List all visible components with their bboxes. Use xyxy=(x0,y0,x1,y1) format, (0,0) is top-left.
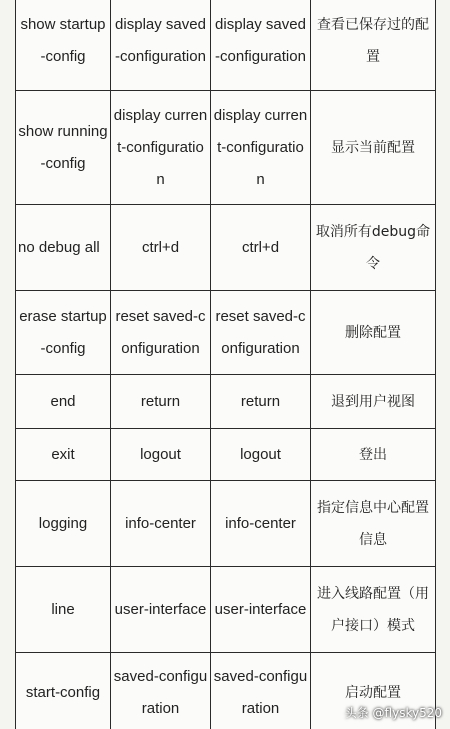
table-cell: 进入线路配置（用户接口）模式 xyxy=(311,567,436,653)
table-cell: logout xyxy=(211,429,311,481)
table-cell: display saved-configuration xyxy=(111,0,211,91)
table-cell: return xyxy=(111,375,211,429)
table-cell: logout xyxy=(111,429,211,481)
table-cell: exit xyxy=(16,429,111,481)
table-cell: line xyxy=(16,567,111,653)
table-row xyxy=(16,481,436,567)
table-cell: show startup-config xyxy=(16,0,111,91)
table-cell: ctrl+d xyxy=(111,205,211,291)
watermark: 头条 @flysky520 xyxy=(344,706,442,720)
table-cell: 删除配置 xyxy=(311,291,436,375)
table-cell: 查看已保存过的配置 xyxy=(311,0,436,91)
table-row xyxy=(16,429,436,481)
table-cell: display current-configuration xyxy=(211,91,311,205)
table-cell: return xyxy=(211,375,311,429)
table-cell: user-interface xyxy=(211,567,311,653)
table-cell: info-center xyxy=(111,481,211,567)
table-cell: display saved-configuration xyxy=(211,0,311,91)
table-cell: reset saved-configuration xyxy=(111,291,211,375)
table-cell: logging xyxy=(16,481,111,567)
table-cell: saved-configuration xyxy=(211,653,311,729)
table-row xyxy=(16,567,436,653)
table-row xyxy=(16,375,436,429)
table-cell: 显示当前配置 xyxy=(311,91,436,205)
table-cell: start-config xyxy=(16,653,111,729)
table-row xyxy=(16,205,436,291)
table-cell: 取消所有debug命令 xyxy=(311,205,436,291)
table-cell: 启动配置 xyxy=(311,653,436,729)
table-cell: display current-configuration xyxy=(111,91,211,205)
table-cell: show running-config xyxy=(16,91,111,205)
table-cell: erase startup-config xyxy=(16,291,111,375)
table-row xyxy=(16,0,436,91)
table-cell: end xyxy=(16,375,111,429)
table-cell: ctrl+d xyxy=(211,205,311,291)
table-cell: 登出 xyxy=(311,429,436,481)
table-row xyxy=(16,91,436,205)
table-cell: 退到用户视图 xyxy=(311,375,436,429)
table-cell: 指定信息中心配置信息 xyxy=(311,481,436,567)
command-comparison-table xyxy=(15,0,436,729)
table-cell: reset saved-configuration xyxy=(211,291,311,375)
table-cell: no debug all xyxy=(16,205,111,291)
table-cell: saved-configuration xyxy=(111,653,211,729)
table-cell: user-interface xyxy=(111,567,211,653)
table-row xyxy=(16,291,436,375)
table-cell: info-center xyxy=(211,481,311,567)
